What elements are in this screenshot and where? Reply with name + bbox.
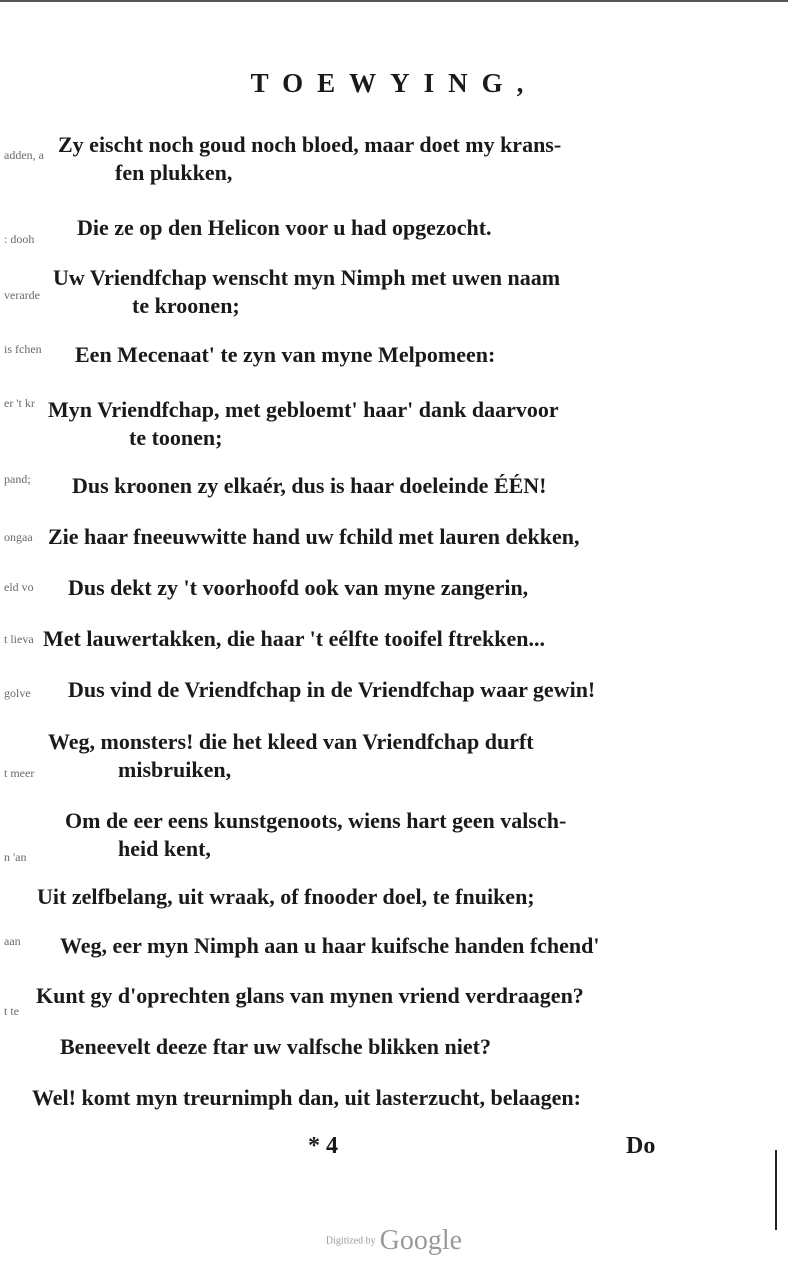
margin-fragment: pand; (4, 472, 31, 486)
poem-line (48, 524, 580, 550)
digitized-prefix: Digitized by (325, 1235, 376, 1247)
poem-line-text: Weg, eer myn Nimph aan u haar kuifsche handen fchend' (60, 933, 600, 958)
poem-line (43, 626, 545, 652)
margin-fragment: adden, a (4, 148, 44, 162)
poem-line-continuation: te toonen; (129, 425, 223, 450)
poem-line-text: Wel! komt myn treurnimph dan, uit lasterzucht, belaagen: (32, 1085, 581, 1110)
poem-line-text: Dus vind de Vriendfchap in de Vriendfchap waar gewin! (68, 677, 596, 702)
poem-line-text: Myn Vriendfchap, met gebloemt' haar' dank daarvoor (48, 397, 559, 422)
page-header: TOEWYING, (250, 68, 538, 98)
signature-mark: * 4 (308, 1133, 338, 1159)
poem-line-continuation: misbruiken, (118, 757, 232, 782)
poem-line-text: Een Mecenaat' te zyn van myne Melpomeen: (75, 342, 496, 367)
poem-line-text: Uw Vriendfchap wenscht myn Nimph met uwen naam (53, 265, 561, 290)
poem-line-text: Dus dekt zy 't voorhoofd ook van myne zangerin, (68, 575, 529, 600)
poem-line (36, 983, 584, 1009)
poem-line (53, 265, 560, 319)
margin-fragment: golve (4, 686, 31, 700)
margin-fragment: t meer (4, 766, 35, 780)
poem-line-text: Zy eischt noch goud noch bloed, maar doet my krans- (58, 132, 562, 157)
margin-fragment: is fchen (4, 342, 42, 356)
poem-line (48, 729, 534, 783)
margin-fragment: n 'an (4, 850, 27, 864)
margin-fragment: t lieva (4, 632, 34, 646)
poem-line-text: Uit zelfbelang, uit wraak, of fnooder doel, te fnuiken; (37, 884, 535, 909)
poem-line-text: Zie haar fneeuwwitte hand uw fchild met lauren dekken, (48, 524, 580, 549)
poem-line-text: Beneevelt deeze ftar uw valfsche blikken niet? (60, 1034, 491, 1059)
margin-fragment: : dooh (4, 232, 35, 246)
poem-line-text: Om de eer eens kunstgenoots, wiens hart geen valsch- (65, 808, 567, 833)
poem-line (37, 884, 535, 910)
poem-line-text: Weg, monsters! die het kleed van Vriendfchap durft (48, 729, 534, 754)
poem-line-text: Met lauwertakken, die haar 't eélfte tooifel ftrekken... (43, 626, 546, 651)
margin-fragment: t te (4, 1004, 19, 1018)
poem-line (58, 132, 561, 186)
poem-line-text: Die ze op den Helicon voor u had opgezocht. (77, 215, 492, 240)
page-edge-right (775, 1150, 777, 1230)
poem-line-text: Dus kroonen zy elkaér, dus is haar doeleinde ÉÉN! (72, 473, 547, 498)
margin-fragment: ongaa (4, 530, 33, 544)
margin-fragment: verarde (4, 288, 40, 302)
poem-line (68, 677, 595, 703)
poem-line (68, 575, 528, 601)
catchword: Do (626, 1133, 656, 1159)
poem-line-continuation: te kroonen; (132, 293, 240, 318)
margin-fragment: aan (4, 934, 21, 948)
poem-line (32, 1085, 581, 1111)
page-edge-top (0, 0, 788, 2)
poem-line (60, 1034, 491, 1060)
digitized-watermark (0, 1225, 788, 1257)
poem-line (72, 473, 547, 499)
poem-line-text: Kunt gy d'oprechten glans van mynen vriend verdraagen? (36, 983, 584, 1008)
google-logo: Google (379, 1225, 463, 1256)
poem-line (75, 342, 495, 368)
margin-fragment: eld vo (4, 580, 34, 594)
poem-line (77, 215, 492, 241)
margin-fragment: er 't kr (4, 396, 35, 410)
poem-line-continuation: heid kent, (118, 836, 211, 861)
poem-line (60, 933, 600, 959)
poem-line (65, 808, 566, 862)
poem-line (48, 397, 559, 451)
poem-line-continuation: fen plukken, (115, 160, 233, 185)
